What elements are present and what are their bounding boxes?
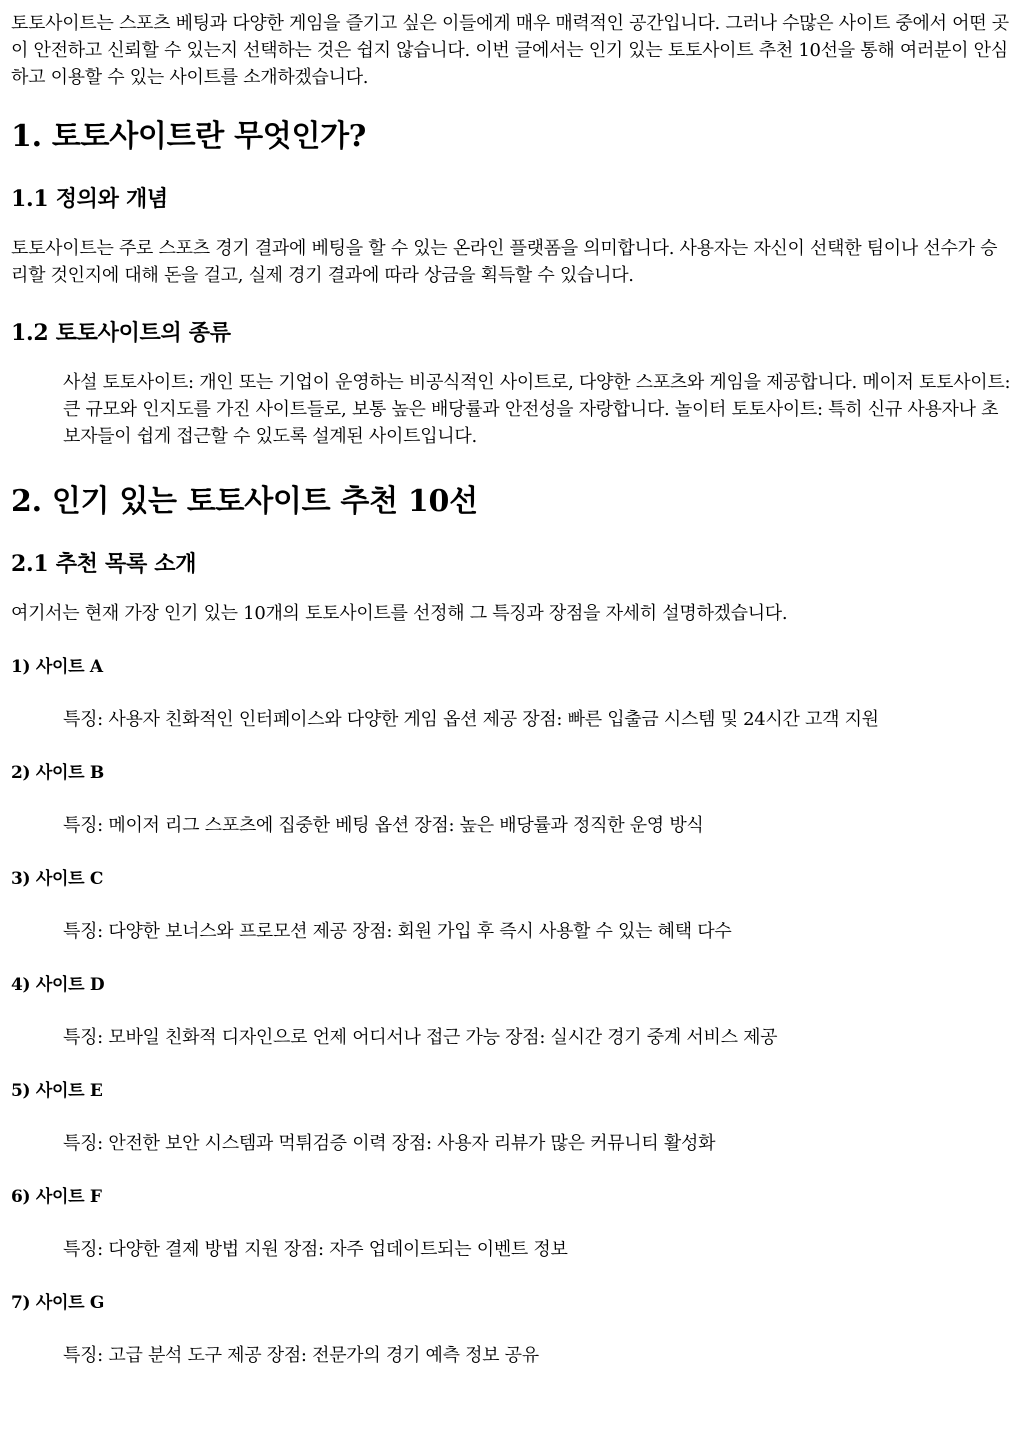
- section2-heading: 2. 인기 있는 토토사이트 추천 10선: [11, 484, 478, 519]
- section1-2-heading: 1.2 토토사이트의 종류: [11, 320, 231, 346]
- site-b-heading: 2) 사이트 B: [11, 763, 104, 783]
- site-g-description: 특징: 고급 분석 도구 제공 장점: 전문가의 경기 예측 정보 공유: [63, 1345, 539, 1366]
- site-c-description: 특징: 다양한 보너스와 프로모션 제공 장점: 회원 가입 후 즉시 사용할 수 있는 혜택 다수: [63, 921, 732, 942]
- section1-1-heading: 1.1 정의와 개념: [11, 186, 168, 212]
- section2-1-heading: 2.1 추천 목록 소개: [11, 551, 197, 577]
- section1-heading: 1. 토토사이트란 무엇인가?: [11, 119, 367, 154]
- site-g-heading: 7) 사이트 G: [11, 1293, 105, 1313]
- site-f-description: 특징: 다양한 결제 방법 지원 장점: 자주 업데이트되는 이벤트 정보: [63, 1239, 568, 1260]
- list-intro-paragraph: 여기서는 현재 가장 인기 있는 10개의 토토사이트를 선정해 그 특징과 장점을 자세히 설명하겠습니다.: [11, 603, 788, 624]
- site-b-description: 특징: 메이저 리그 스포츠에 집중한 베팅 옵션 장점: 높은 배당률과 정직한 운영 방식: [63, 815, 704, 836]
- site-a-description: 특징: 사용자 친화적인 인터페이스와 다양한 게임 옵션 제공 장점: 빠른 입출금 시스템 및 24시간 고객 지원: [63, 709, 879, 730]
- site-e-heading: 5) 사이트 E: [11, 1081, 103, 1101]
- site-d-description: 특징: 모바일 친화적 디자인으로 언제 어디서나 접근 가능 장점: 실시간 경기 중계 서비스 제공: [63, 1027, 778, 1048]
- site-e-description: 특징: 안전한 보안 시스템과 먹튀검증 이력 장점: 사용자 리뷰가 많은 커뮤니티 활성화: [63, 1133, 716, 1154]
- site-d-heading: 4) 사이트 D: [11, 975, 105, 995]
- site-f-heading: 6) 사이트 F: [11, 1187, 102, 1207]
- types-blockquote: 사설 토토사이트: 개인 또는 기업이 운영하는 비공식적인 사이트로, 다양한 스포츠와 게임을 제공합니다. 메이저 토토사이트: 큰 규모와 인지도를 가진 사이트들로, 보통 높은 배당률과 안전성을 자랑합니다. 놀이터 토토사이트: 특히 신규 사용자나 초보자들이 쉽게 접근할 수 있도록 설계된 사이트입니다.: [63, 372, 1011, 447]
- intro-paragraph: 토토사이트는 스포츠 베팅과 다양한 게임을 즐기고 싶은 이들에게 매우 매력적인 공간입니다. 그러나 수많은 사이트 중에서 어떤 곳이 안전하고 신뢰할 수 있는지 선택하는 것은 쉽지 않습니다. 이번 글에서는 인기 있는 토토사이트 추천 10선을 통해 여러분이 안심하고 이용할 수 있는 사이트를 소개하겠습니다.: [11, 13, 1009, 88]
- site-c-heading: 3) 사이트 C: [11, 869, 104, 889]
- site-a-heading: 1) 사이트 A: [11, 657, 103, 677]
- definition-paragraph: 토토사이트는 주로 스포츠 경기 결과에 베팅을 할 수 있는 온라인 플랫폼을 의미합니다. 사용자는 자신이 선택한 팀이나 선수가 승리할 것인지에 대해 돈을 걸고, 실제 경기 결과에 따라 상금을 획득할 수 있습니다.: [11, 238, 998, 286]
